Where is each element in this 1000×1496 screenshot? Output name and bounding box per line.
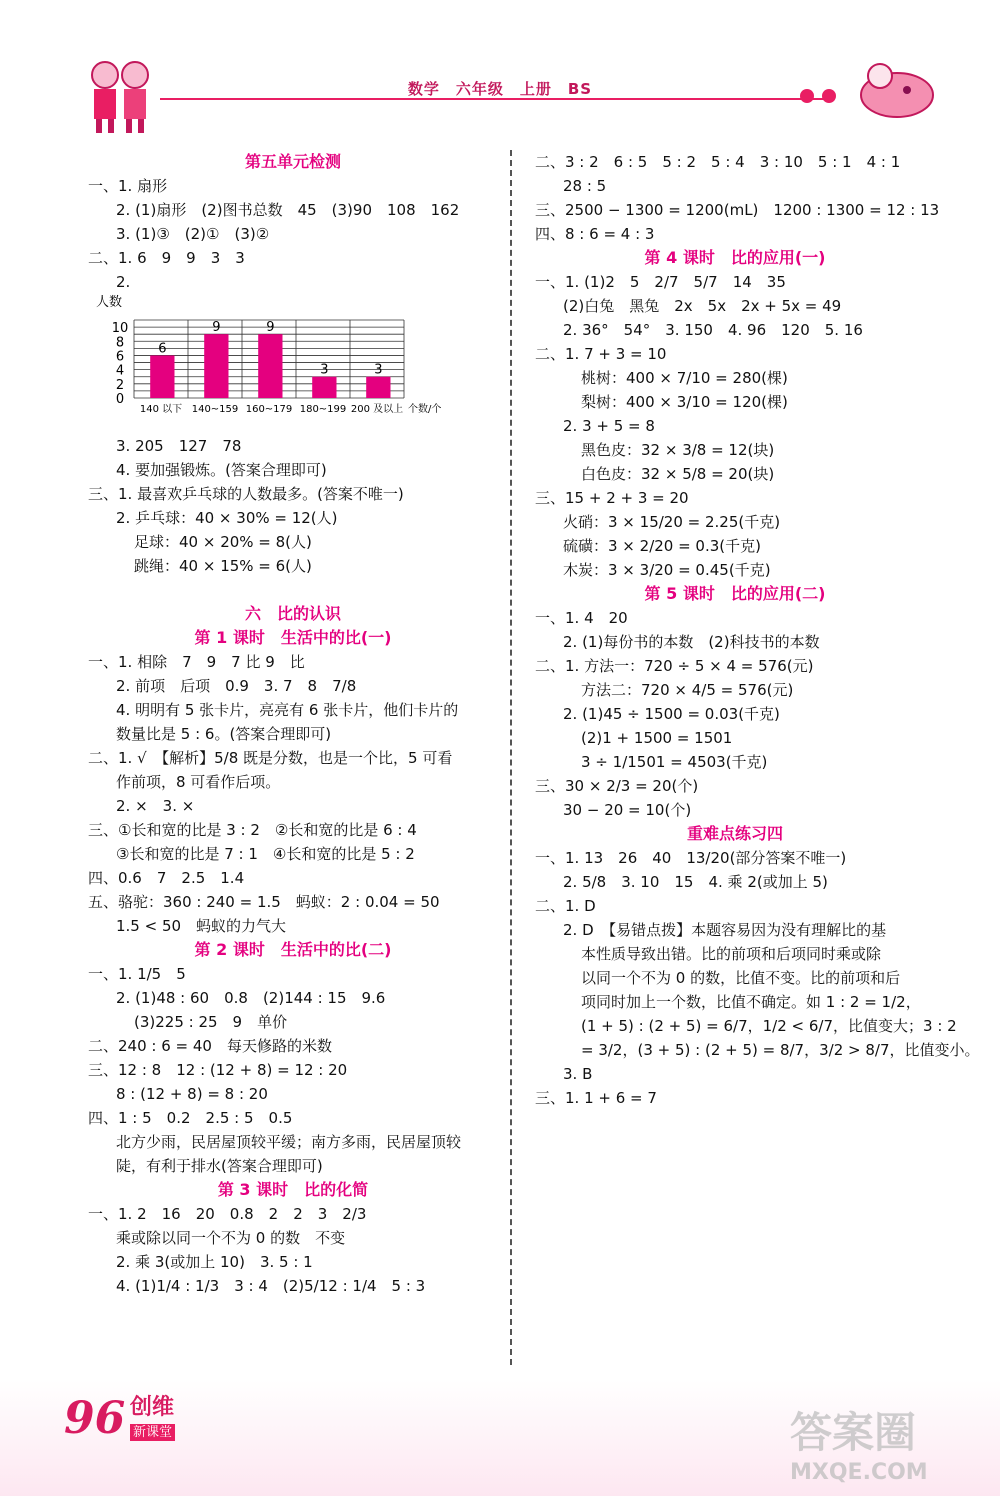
section-heading: 第五单元检测 [244, 152, 341, 171]
cartoon-bird-icon [852, 60, 942, 120]
answer-line: 木炭：3 × 3/20 = 0.45(千克) [563, 561, 771, 579]
answer-line: 二、240 : 6 = 40 每天修路的米数 [88, 1037, 332, 1055]
y-tick-label: 6 [115, 349, 125, 365]
left-column [88, 150, 498, 1298]
answer-line: 3 ÷ 1/1501 = 4503(千克) [581, 753, 768, 771]
bar-value-label: 6 [158, 341, 167, 357]
answer-line: 2. [116, 273, 131, 291]
answer-line: 2. 36° 54° 3. 150 4. 96 120 5. 16 [563, 321, 863, 339]
bar [204, 334, 228, 398]
answer-line: 2. D 【易错点拨】本题容易因为没有理解比的基 [563, 921, 887, 939]
header-title: 数学 六年级 上册 BS [407, 80, 593, 98]
answer-line: 方法二：720 × 4/5 = 576(元) [581, 681, 794, 699]
answer-line: 三、12 : 8 12 : (12 + 8) = 12 : 20 [88, 1061, 348, 1079]
answer-line: 2. (1)45 ÷ 1500 = 0.03(千克) [563, 705, 780, 723]
answer-line: 三、①长和宽的比是 3 : 2 ②长和宽的比是 6 : 4 [88, 821, 417, 839]
section-heading: 第 1 课时 生活中的比(一) [194, 628, 392, 647]
bar [312, 377, 336, 398]
bar [150, 355, 174, 398]
bar-chart [88, 294, 498, 434]
answer-line: 28 : 5 [563, 177, 607, 195]
section-heading: 第 5 课时 比的应用(二) [644, 584, 826, 603]
answer-line: (3)225 : 25 9 单价 [134, 1013, 288, 1031]
answer-line: 4. 要加强锻炼。(答案合理即可) [116, 461, 327, 479]
brand-bottom: 新课堂 [130, 1424, 175, 1441]
answer-line: 一、1. 13 26 40 13/20(部分答案不唯一) [535, 849, 847, 867]
bar [366, 377, 390, 398]
answer-line: 一、1. 1/5 5 [88, 965, 186, 983]
answer-line: 乘或除以同一个不为 0 的数 不变 [116, 1229, 346, 1247]
answer-line: 火硝：3 × 15/20 = 2.25(千克) [563, 513, 781, 531]
bar-value-label: 3 [374, 362, 383, 378]
answer-line: 4. 明明有 5 张卡片，亮亮有 6 张卡片，他们卡片的 [116, 701, 459, 719]
answer-line: 二、1. D [535, 897, 596, 915]
answer-line: 3. B [563, 1065, 593, 1083]
brand-top: 创维 [130, 1395, 175, 1420]
answer-line: 三、1. 1 + 6 = 7 [535, 1089, 657, 1107]
answer-line: 梨树：400 × 3/10 = 120(棵) [581, 393, 788, 411]
x-tick-label: 160~179 [245, 404, 293, 415]
section-heading: 第 4 课时 比的应用(一) [644, 248, 826, 267]
y-tick-label: 10 [111, 321, 129, 337]
answer-line: 三、1. 最喜欢乒乓球的人数最多。(答案不唯一) [88, 485, 404, 503]
header-dots-decoration [800, 88, 844, 107]
answer-line: 作前项，8 可看作后项。 [116, 773, 281, 791]
x-tick-label: 140~159 [191, 404, 239, 415]
answer-line: 三、15 + 2 + 3 = 20 [535, 489, 689, 507]
x-axis-label: 个数/个 [408, 404, 442, 415]
answer-line: 二、1. √ 【解析】5/8 既是分数，也是一个比，5 可看 [88, 749, 453, 767]
answer-line: 2. × 3. × [116, 797, 195, 815]
answer-line: 二、1. 方法一：720 ÷ 5 × 4 = 576(元) [535, 657, 814, 675]
bar-value-label: 3 [320, 362, 329, 378]
answer-line: 三、30 × 2/3 = 20(个) [535, 777, 699, 795]
answer-line [88, 578, 498, 602]
answer-line: 四、0.6 7 2.5 1.4 [88, 869, 245, 887]
x-tick-label: 180~199 [299, 404, 347, 415]
answer-line: 四、1 : 5 0.2 2.5 : 5 0.5 [88, 1109, 293, 1127]
section-heading: 六 比的认识 [244, 604, 341, 623]
answer-line: 2. (1)48 : 60 0.8 (2)144 : 15 9.6 [116, 989, 386, 1007]
answer-line: 白色皮：32 × 5/8 = 20(块) [581, 465, 775, 483]
answer-line: 三、2500 − 1300 = 1200(mL) 1200 : 1300 = 12 : 13 [535, 201, 940, 219]
watermark-bottom: MXQE.COM [790, 1460, 928, 1485]
answer-line: 一、1. 2 16 20 0.8 2 2 3 2/3 [88, 1205, 367, 1223]
right-column [535, 150, 980, 1110]
header-rule [160, 98, 830, 100]
answer-line: 3. (1)③ (2)① (3)② [116, 225, 270, 243]
answer-line: 一、1. 扇形 [88, 177, 168, 195]
page-number: 96 [64, 1393, 126, 1444]
answer-line: 足球：40 × 20% = 8(人) [134, 533, 312, 551]
bar [258, 334, 282, 398]
answer-line: 一、1. 相除 7 9 7 比 9 比 [88, 653, 305, 671]
page-header [0, 0, 1000, 140]
answer-line: 一、1. (1)2 5 2/7 5/7 14 35 [535, 273, 786, 291]
answer-line: 二、1. 7 + 3 = 10 [535, 345, 667, 363]
answer-line: 四、8 : 6 = 4 : 3 [535, 225, 655, 243]
answer-line: 4. (1)1/4 : 1/3 3 : 4 (2)5/12 : 1/4 5 : 3 [116, 1277, 426, 1295]
answer-line: 硫磺：3 × 2/20 = 0.3(千克) [563, 537, 761, 555]
answer-line: 2. 乒乓球：40 × 30% = 12(人) [116, 509, 338, 527]
answer-line: 8 : (12 + 8) = 8 : 20 [116, 1085, 268, 1103]
answer-line: 1.5 < 50 蚂蚁的力气大 [116, 917, 287, 935]
y-axis-label: 人数 [96, 295, 123, 310]
bar-value-label: 9 [266, 320, 275, 336]
column-divider [510, 150, 512, 1365]
watermark-top: 答案圈 [790, 1408, 917, 1457]
answer-line: 黑色皮：32 × 3/8 = 12(块) [581, 441, 775, 459]
answer-line: 桃树：400 × 7/10 = 280(棵) [581, 369, 788, 387]
y-tick-label: 4 [115, 363, 125, 379]
answer-line: 北方少雨，民居屋顶较平缓；南方多雨，民居屋顶较 [116, 1133, 462, 1151]
answer-line: 数量比是 5 : 6。(答案合理即可) [116, 725, 332, 743]
section-heading: 第 3 课时 比的化简 [217, 1180, 369, 1199]
answer-line: 一、1. 4 20 [535, 609, 628, 627]
bar-chart-svg [88, 294, 488, 434]
y-tick-label: 0 [115, 392, 125, 407]
brand-logo [130, 1395, 194, 1440]
answer-line: ③长和宽的比是 7 : 1 ④长和宽的比是 5 : 2 [116, 845, 415, 863]
y-tick-label: 2 [115, 377, 125, 393]
answer-line: 2. (1)每份书的本数 (2)科技书的本数 [563, 633, 820, 651]
answer-line: 2. 3 + 5 = 8 [563, 417, 655, 435]
answer-line: (1 + 5) : (2 + 5) = 6/7，1/2 < 6/7，比值变大；3 : 2 [581, 1017, 957, 1035]
answer-line: = 3/2，(3 + 5) : (2 + 5) = 8/7，3/2 > 8/7，比值变小。 [581, 1041, 980, 1059]
answer-line: 30 − 20 = 10(个) [563, 801, 692, 819]
answer-line: 二、1. 6 9 9 3 3 [88, 249, 245, 267]
section-heading: 第 2 课时 生活中的比(二) [194, 940, 392, 959]
answer-line: 陡，有利于排水(答案合理即可) [116, 1157, 323, 1175]
answer-line: 二、3 : 2 6 : 5 5 : 2 5 : 4 3 : 10 5 : 1 4 : 1 [535, 153, 901, 171]
answer-line: 2. 5/8 3. 10 15 4. 乘 2(或加上 5) [563, 873, 828, 891]
answer-line: (2)白兔 黑兔 2x 5x 2x + 5x = 49 [563, 297, 842, 315]
answer-line: 3. 205 127 78 [116, 437, 242, 455]
answer-line: (2)1 + 1500 = 1501 [581, 729, 733, 747]
answer-line: 本性质导致出错。比的前项和后项同时乘或除 [581, 945, 882, 963]
answer-line: 项同时加上一个数，比值不确定。如 1 : 2 = 1/2， [581, 993, 921, 1011]
watermark [790, 1400, 990, 1490]
bar-value-label: 9 [212, 320, 221, 336]
answer-line: 2. (1)扇形 (2)图书总数 45 (3)90 108 162 [116, 201, 460, 219]
x-tick-label: 200 及以上 [350, 404, 404, 415]
answer-line: 2. 乘 3(或加上 10) 3. 5 : 1 [116, 1253, 313, 1271]
answer-line: 以同一个不为 0 的数，比值不变。比的前项和后 [581, 969, 901, 987]
x-tick-label: 140 以下 [139, 404, 183, 415]
answer-line: 2. 前项 后项 0.9 3. 7 8 7/8 [116, 677, 357, 695]
y-tick-label: 8 [115, 335, 125, 351]
answer-line: 跳绳：40 × 15% = 6(人) [134, 557, 312, 575]
answer-line: 五、骆驼：360 : 240 = 1.5 蚂蚁：2 : 0.04 = 50 [88, 893, 440, 911]
section-heading: 重难点练习四 [686, 824, 783, 843]
